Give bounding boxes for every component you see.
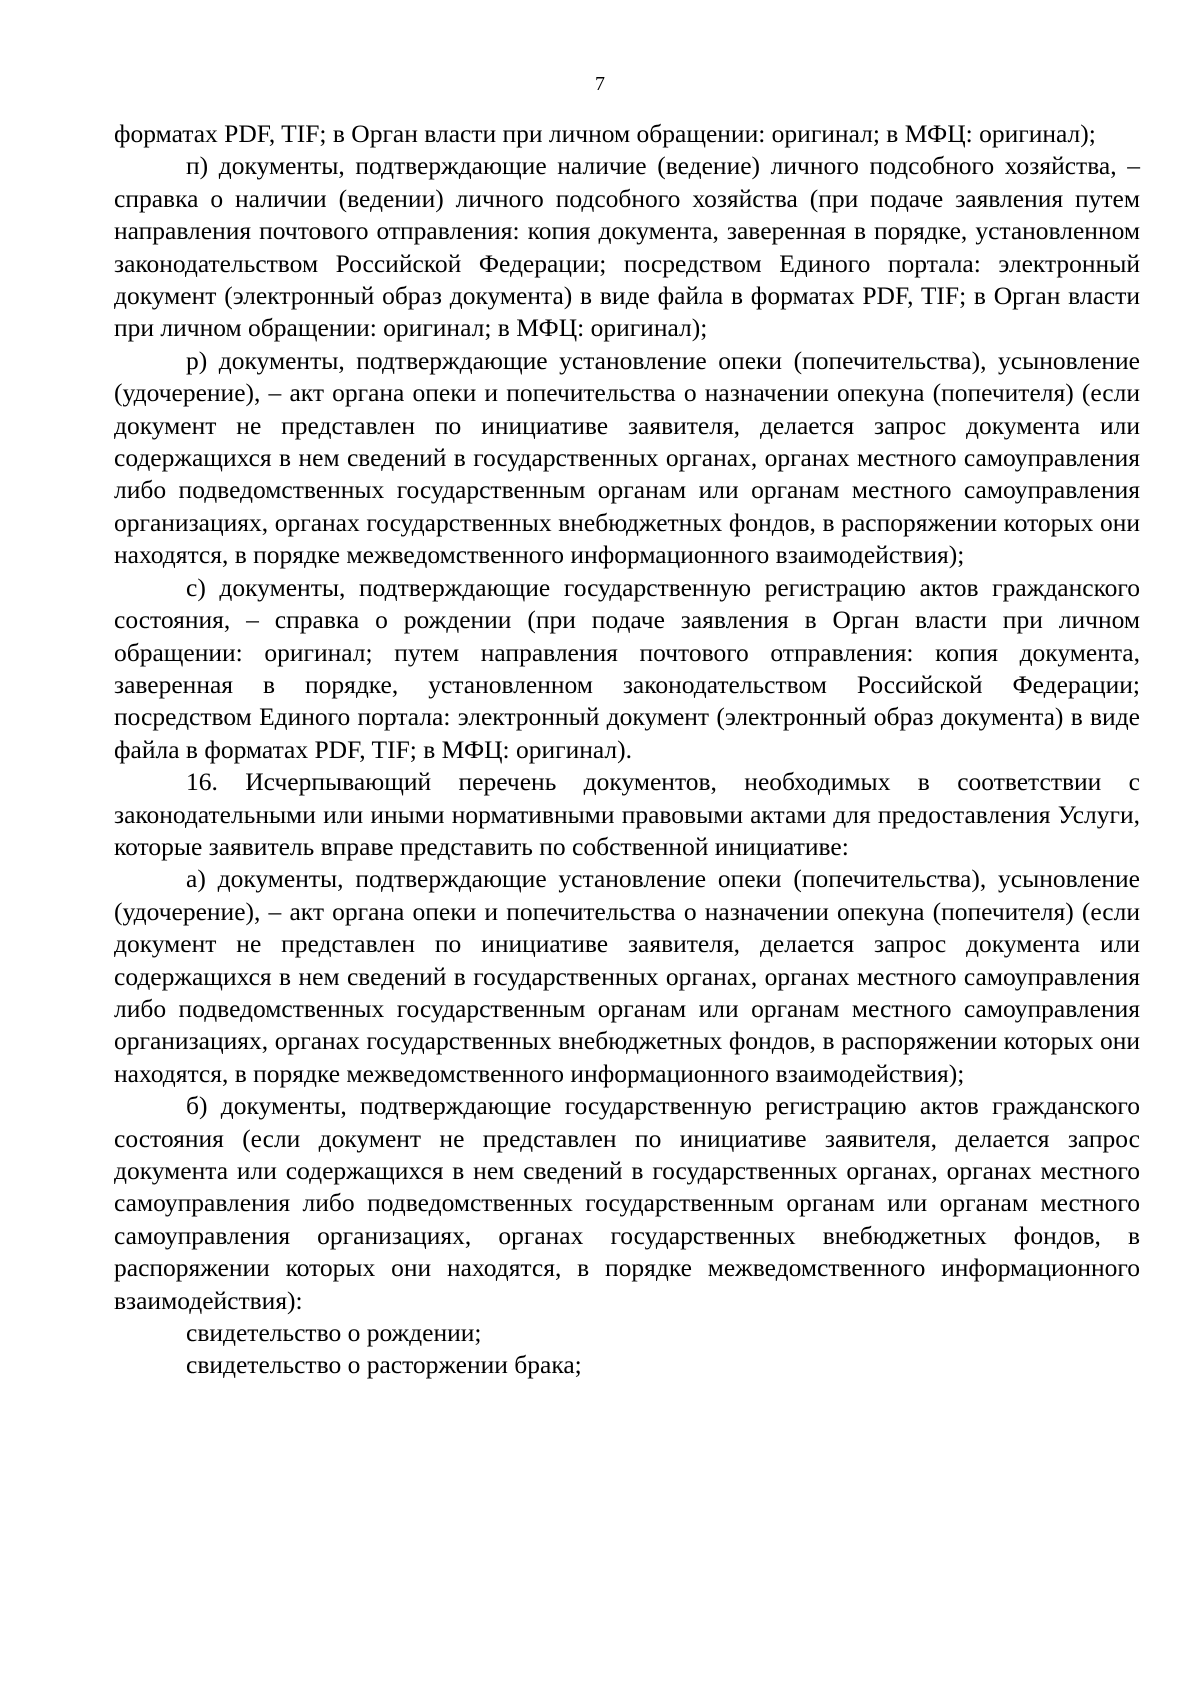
paragraph-item-a: а) документы, подтверждающие установление опеки (попечительства), усыновление (удочерение), – акт органа опеки и попечительства о назначении опекуна (попечителя) (если документ не представлен по инициативе заявителя, делается запрос документа или содержащихся в нем сведений в государственных органах, органах местного самоуправления либо подведомственных государственным органам или органам местного самоуправления организациях, органах государственных внебюджетных фондов, в распоряжении которых они находятся, в порядке межведомственного информационного взаимодействия);: [114, 864, 1140, 1088]
list-item-birth-certificate: свидетельство о рождении;: [186, 1318, 482, 1348]
list-item-divorce-certificate: свидетельство о расторжении брака;: [186, 1350, 582, 1380]
paragraph-section-16: 16. Исчерпывающий перечень документов, необходимых в соответствии с законодательными или иными нормативными правовыми актами для предоставления Услуги, которые заявитель вправе представить по собственной инициативе:: [114, 767, 1140, 861]
paragraph-item-p: п) документы, подтверждающие наличие (ведение) личного подсобного хозяйства, – справка о наличии (ведении) личного подсобного хозяйства (при подаче заявления путем направления почтового отправления: копия документа, заверенная в порядке, установленном законодательством Российской Федерации; посредством Единого портала: электронный документ (электронный образ документа) в виде файла в форматах PDF, TIF; в Орган власти при личном обращении: оригинал; в МФЦ: оригинал);: [114, 151, 1140, 343]
paragraph-item-b: б) документы, подтверждающие государственную регистрацию актов гражданского состояния (если документ не представлен по инициативе заявителя, делается запрос документа или содержащихся в нем сведений в государственных органах, органах местного самоуправления либо подведомственных государственным органам или органам местного самоуправления организациях, органах государственных внебюджетных фондов, в распоряжении которых они находятся, в порядке межведомственного информационного взаимодействия):: [114, 1091, 1140, 1315]
page-number: 7: [595, 73, 605, 95]
paragraph-item-s: с) документы, подтверждающие государственную регистрацию актов гражданского состояния, – справка о рождении (при подаче заявления в Орган власти при личном обращении: оригинал; путем направления почтового отправления: копия документа, заверенная в порядке, установленном законодательством Российской Федерации; посредством Единого портала: электронный документ (электронный образ документа) в виде файла в форматах PDF, TIF; в МФЦ: оригинал).: [114, 572, 1140, 764]
paragraph-continuation: форматах PDF, TIF; в Орган власти при личном обращении: оригинал; в МФЦ: оригинал);: [114, 119, 1096, 148]
paragraph-item-r: р) документы, подтверждающие установление опеки (попечительства), усыновление (удочерение), – акт органа опеки и попечительства о назначении опекуна (попечителя) (если документ не представлен по инициативе заявителя, делается запрос документа или содержащихся в нем сведений в государственных органах, органах местного самоуправления либо подведомственных государственным органам или органам местного самоуправления организациях, органах государственных внебюджетных фондов, в распоряжении которых они находятся, в порядке межведомственного информационного взаимодействия);: [114, 345, 1140, 570]
document-body: [114, 118, 1140, 1382]
